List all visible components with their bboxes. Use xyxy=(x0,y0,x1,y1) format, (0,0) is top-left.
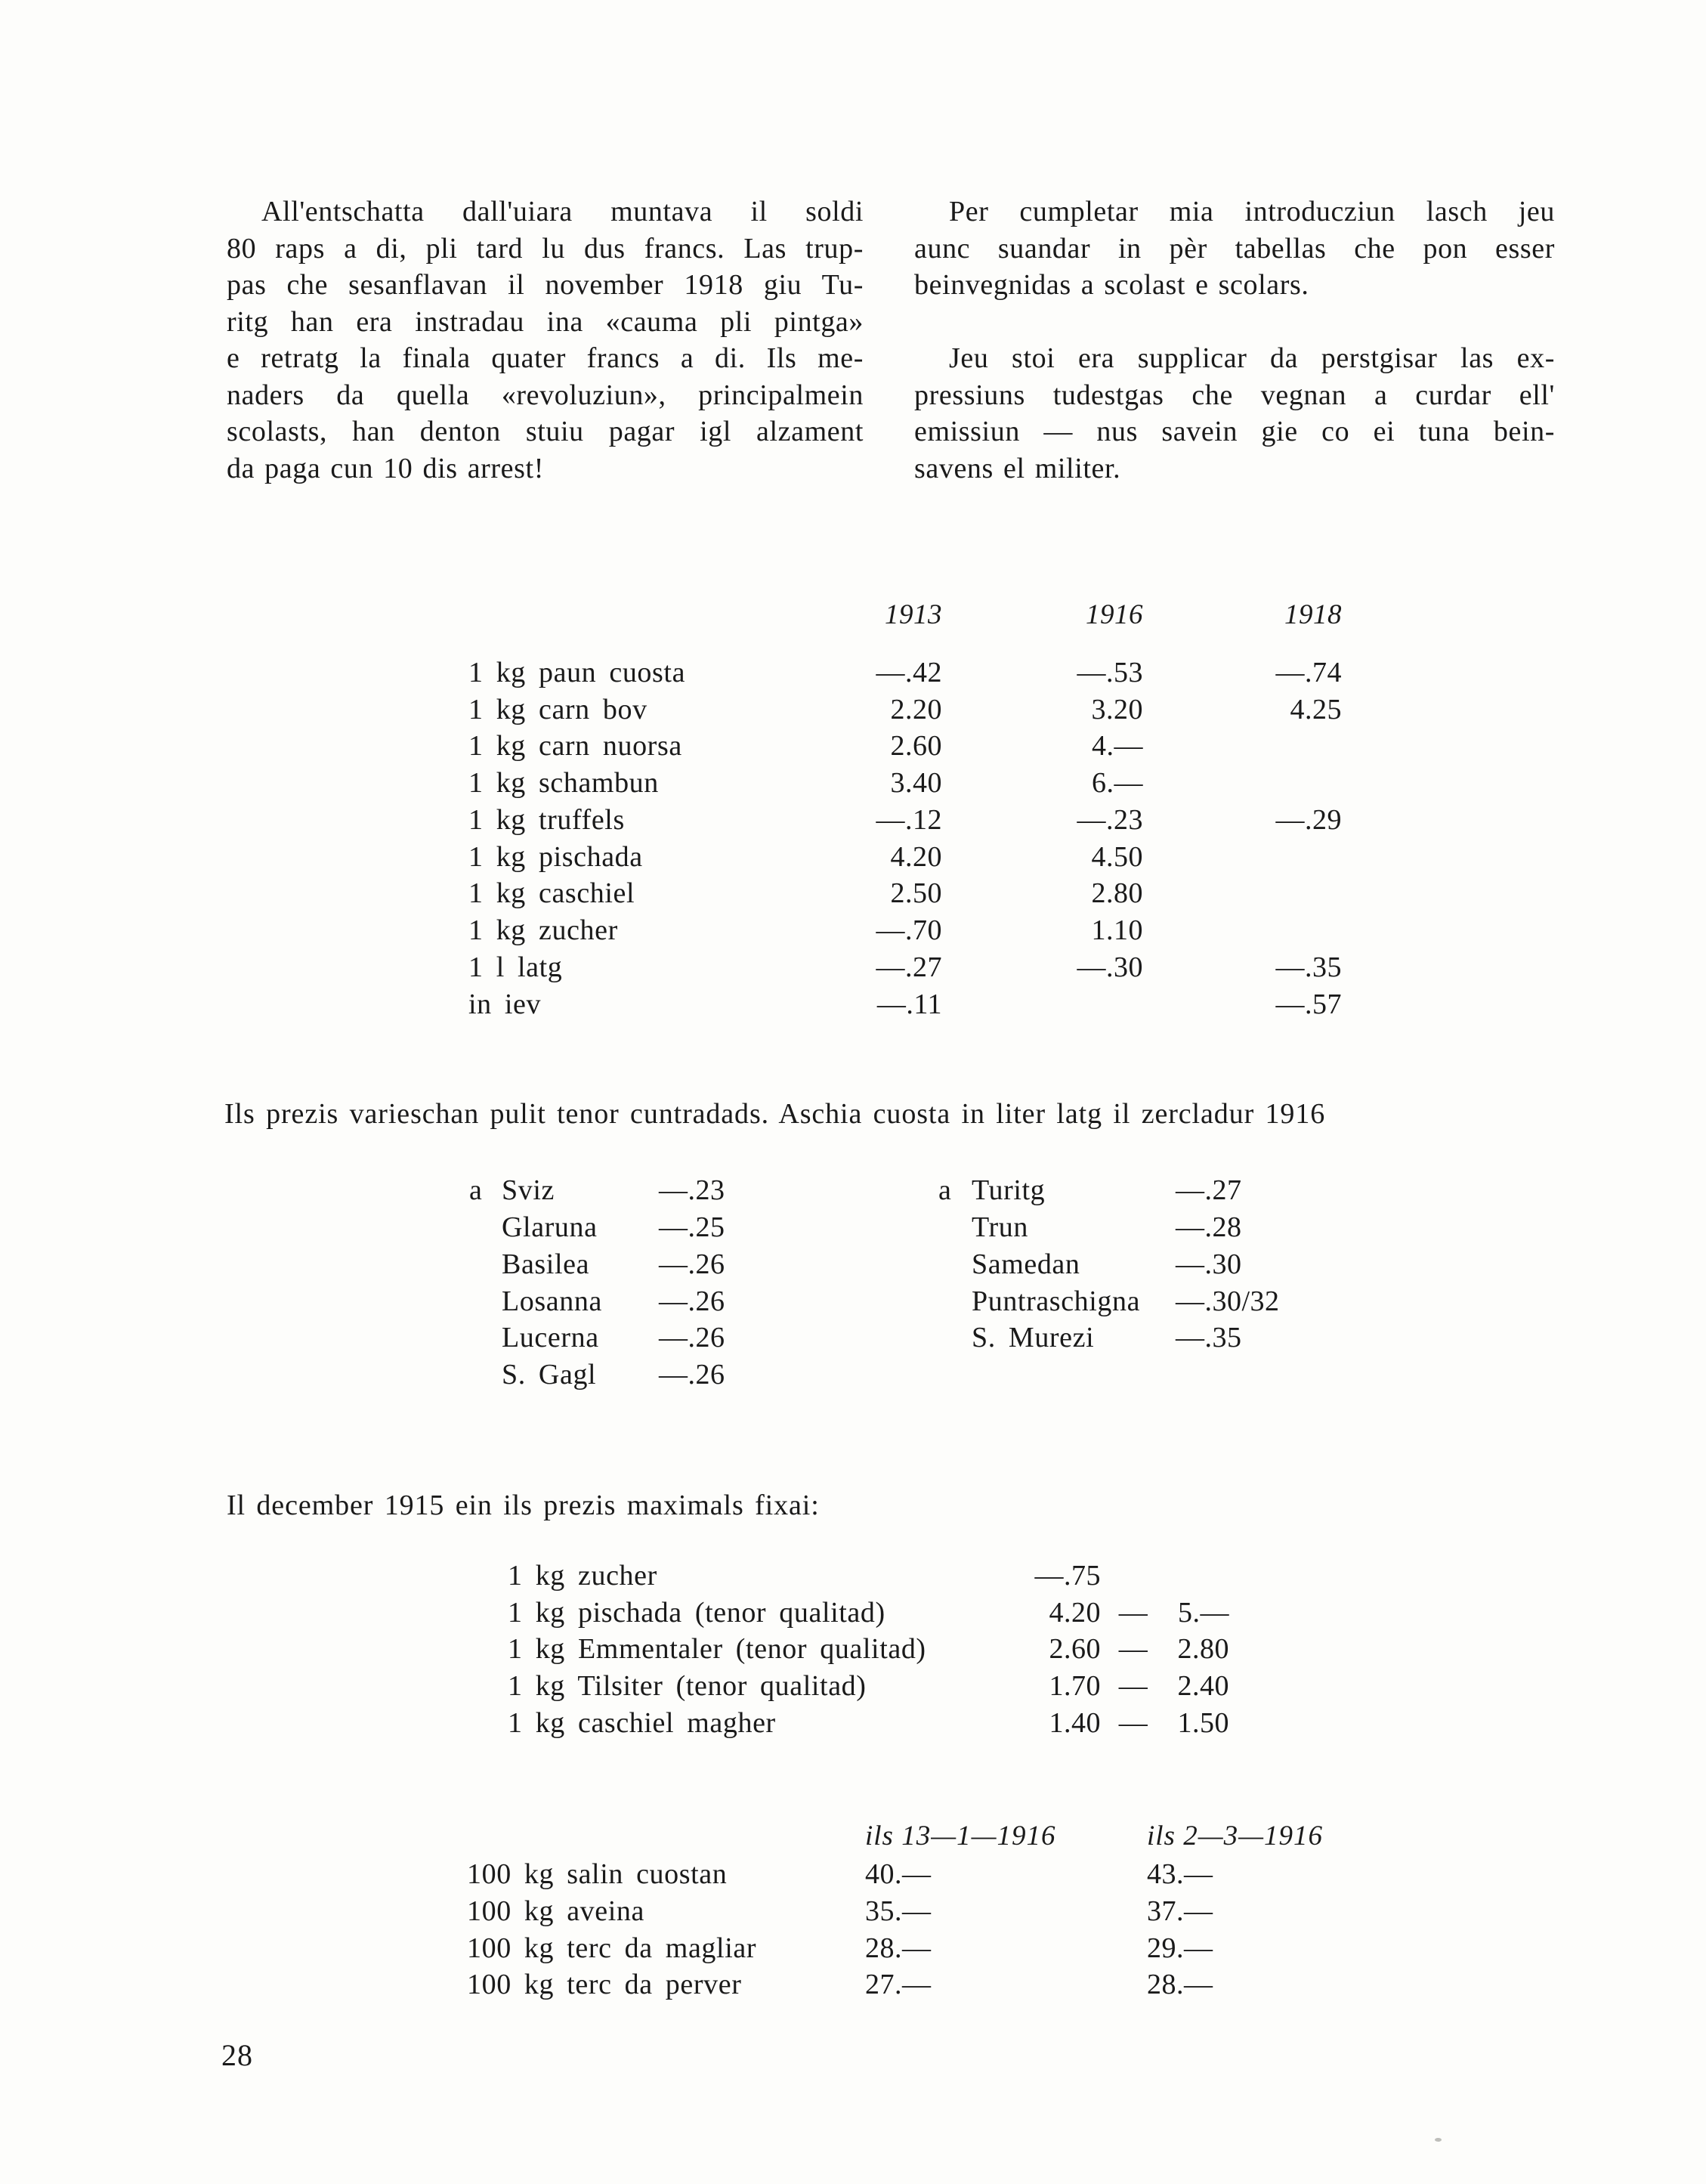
list-item xyxy=(0,1558,1706,1594)
year-header: 1913 xyxy=(885,599,942,630)
date-header: ils 2—3—1916 xyxy=(1147,1821,1324,1851)
row-label: 100 kg terc da perver xyxy=(467,1969,742,2000)
price-col2: 43.— xyxy=(1147,1858,1213,1890)
price: —.35 xyxy=(1176,1322,1242,1353)
text-line: pas che sesanflavan il november 1918 giu Tu- xyxy=(227,269,864,301)
text-line: emissiun — nus savein gie co ei tuna bein- xyxy=(914,416,1555,447)
row-label: 1 kg pischada xyxy=(468,841,643,873)
list-item xyxy=(0,1631,1706,1667)
price-col2: 37.— xyxy=(1147,1895,1213,1927)
list-item xyxy=(0,1172,1706,1208)
row-label: 1 kg Tilsiter (tenor qualitad) xyxy=(508,1670,867,1702)
price: —.26 xyxy=(659,1248,725,1280)
price-low: 1.70 xyxy=(1049,1670,1101,1702)
table-row xyxy=(0,1966,1706,2003)
year-header: 1918 xyxy=(1284,599,1342,630)
price-1916: 4.— xyxy=(1092,730,1143,762)
price-1916: —.30 xyxy=(1077,951,1143,983)
max-prices-intro: Il december 1915 ein ils prezis maximals fixai: xyxy=(227,1490,820,1521)
row-label: 100 kg salin cuostan xyxy=(467,1858,728,1890)
price: —.26 xyxy=(659,1285,725,1317)
table-row xyxy=(0,1856,1706,1892)
place: S. Murezi xyxy=(972,1322,1095,1353)
list-item xyxy=(0,1668,1706,1704)
price-col2: 28.— xyxy=(1147,1969,1213,2000)
table-row xyxy=(0,802,1706,838)
price: —.27 xyxy=(1176,1174,1242,1206)
text-line: beinvegnidas a scolast e scolars. xyxy=(914,269,1309,301)
price-col1: 27.— xyxy=(865,1969,932,2000)
price-1913: 2.20 xyxy=(890,694,942,725)
price-high: 1.50 xyxy=(1177,1707,1229,1739)
row-label: 1 kg Emmentaler (tenor qualitad) xyxy=(508,1633,926,1665)
table-row xyxy=(0,1930,1706,1966)
range-dash: — xyxy=(1118,1707,1148,1739)
range-dash: — xyxy=(1118,1633,1148,1665)
row-label: 1 kg zucher xyxy=(468,914,618,946)
price-1916: 6.— xyxy=(1092,767,1143,799)
row-label: 1 kg carn nuorsa xyxy=(468,730,682,762)
text-line: pressiuns tudestgas che vegnan a curdar ell' xyxy=(914,379,1555,411)
price-1913: 2.50 xyxy=(890,877,942,909)
list-item xyxy=(0,1595,1706,1631)
price-1913: 4.20 xyxy=(890,841,942,873)
place: Glaruna xyxy=(502,1211,598,1243)
price-low: —.75 xyxy=(1034,1560,1101,1592)
price-1913: —.42 xyxy=(876,657,942,688)
row-label: 100 kg aveina xyxy=(467,1895,644,1927)
variation-paragraph: Ils prezis varieschan pulit tenor cuntradads. Aschia cuosta in liter latg il zercladur 1916 xyxy=(224,1098,1326,1130)
price: —.26 xyxy=(659,1359,725,1391)
list-item xyxy=(0,1356,1706,1393)
place: Losanna xyxy=(502,1285,602,1317)
price-1918: —.29 xyxy=(1275,804,1342,836)
table-row xyxy=(0,765,1706,801)
price: —.23 xyxy=(659,1174,725,1206)
table-row xyxy=(0,949,1706,985)
price-table-header-row xyxy=(0,597,1706,633)
text-line: ritg han era instradau ina «cauma pli pintga» xyxy=(227,305,864,338)
place: Lucerna xyxy=(502,1322,599,1353)
page-number: 28 xyxy=(221,2038,253,2072)
text-line: scolasts, han denton stuiu pagar igl alzament xyxy=(227,416,864,447)
list-item xyxy=(0,1209,1706,1245)
row-label: 1 kg pischada (tenor qualitad) xyxy=(508,1597,885,1629)
table-row xyxy=(0,986,1706,1022)
range-dash: — xyxy=(1118,1670,1148,1702)
range-dash: — xyxy=(1118,1597,1148,1629)
place: Puntraschigna xyxy=(972,1285,1141,1317)
price-low: 4.20 xyxy=(1049,1597,1101,1629)
row-label: 1 kg zucher xyxy=(508,1560,657,1592)
text-line: e retratg la finala quater francs a di. Ils me- xyxy=(227,342,864,374)
text-line: aunc suandar in pèr tabellas che pon esser xyxy=(914,232,1555,264)
text-line: Jeu stoi era supplicar da perstgisar las ex- xyxy=(949,342,1555,374)
row-label: in iev xyxy=(468,988,542,1020)
place: Sviz xyxy=(502,1174,555,1206)
text-line: da paga cun 10 dis arrest! xyxy=(227,452,544,484)
row-label: 1 kg caschiel xyxy=(468,877,635,909)
table-row xyxy=(0,1893,1706,1929)
row-label: 100 kg terc da magliar xyxy=(467,1932,757,1964)
table-row xyxy=(0,654,1706,691)
price-high: 2.80 xyxy=(1177,1633,1229,1665)
list-item xyxy=(0,1283,1706,1319)
date-header: ils 13—1—1916 xyxy=(865,1821,1056,1851)
price-1916: —.23 xyxy=(1077,804,1143,836)
list-item xyxy=(0,1246,1706,1282)
price-1918: —.35 xyxy=(1275,951,1342,983)
price-col1: 35.— xyxy=(865,1895,932,1927)
intro-right-column xyxy=(914,193,1555,487)
price-1913: —.11 xyxy=(876,988,942,1020)
price: —.30/32 xyxy=(1176,1285,1280,1317)
price-1913: —.12 xyxy=(876,804,942,836)
price-1916: —.53 xyxy=(1077,657,1143,688)
row-label: 1 kg caschiel magher xyxy=(508,1707,776,1739)
table-row xyxy=(0,691,1706,728)
list-item xyxy=(0,1319,1706,1356)
price-low: 1.40 xyxy=(1049,1707,1101,1739)
price-1916: 4.50 xyxy=(1091,841,1143,873)
table-row xyxy=(0,912,1706,948)
prefix: a xyxy=(938,1174,952,1206)
row-label: 1 kg carn bov xyxy=(468,694,647,725)
text-line: 80 raps a di, pli tard lu dus francs. Las trup- xyxy=(227,232,864,264)
place: S. Gagl xyxy=(502,1359,597,1391)
price-high: 5.— xyxy=(1178,1597,1229,1629)
prefix: a xyxy=(469,1174,483,1206)
price-col2: 29.— xyxy=(1147,1932,1213,1964)
price-1916: 1.10 xyxy=(1091,914,1143,946)
paragraph-gap xyxy=(914,304,1555,341)
price: —.26 xyxy=(659,1322,725,1353)
price-1913: —.70 xyxy=(876,914,942,946)
text-line: Per cumpletar mia introducziun lasch jeu xyxy=(949,196,1555,227)
price-col1: 28.— xyxy=(865,1932,932,1964)
price-1913: —.27 xyxy=(876,951,942,983)
price-low: 2.60 xyxy=(1049,1633,1101,1665)
place: Basilea xyxy=(502,1248,590,1280)
grain-table-header-row xyxy=(0,1818,1706,1855)
price-high: 2.40 xyxy=(1177,1670,1229,1702)
text-line: naders da quella «revoluziun», principalmein xyxy=(227,379,864,411)
table-row xyxy=(0,839,1706,875)
table-row xyxy=(0,728,1706,764)
price-1918: 4.25 xyxy=(1290,694,1342,725)
row-label: 1 kg truffels xyxy=(468,804,625,836)
row-label: 1 kg schambun xyxy=(468,767,659,799)
price-1913: 2.60 xyxy=(890,730,942,762)
price-1913: 3.40 xyxy=(890,767,942,799)
price-1918: —.57 xyxy=(1275,988,1342,1020)
price: —.25 xyxy=(659,1211,725,1243)
place: Turitg xyxy=(972,1174,1046,1206)
year-header: 1916 xyxy=(1086,599,1143,630)
row-label: 1 l latg xyxy=(468,951,563,983)
price: —.28 xyxy=(1176,1211,1242,1243)
row-label: 1 kg paun cuosta xyxy=(468,657,686,688)
price-1918: —.74 xyxy=(1275,657,1342,688)
table-row xyxy=(0,875,1706,911)
scan-speck xyxy=(1435,2138,1442,2142)
price-col1: 40.— xyxy=(865,1858,932,1890)
price: —.30 xyxy=(1176,1248,1242,1280)
place: Trun xyxy=(972,1211,1028,1243)
text-line: savens el militer. xyxy=(914,452,1121,484)
place: Samedan xyxy=(972,1248,1080,1280)
intro-left-column xyxy=(227,193,864,487)
list-item xyxy=(0,1705,1706,1741)
price-1916: 2.80 xyxy=(1091,877,1143,909)
text-line: All'entschatta dall'uiara muntava il soldi xyxy=(261,196,864,227)
price-1916: 3.20 xyxy=(1091,694,1143,725)
